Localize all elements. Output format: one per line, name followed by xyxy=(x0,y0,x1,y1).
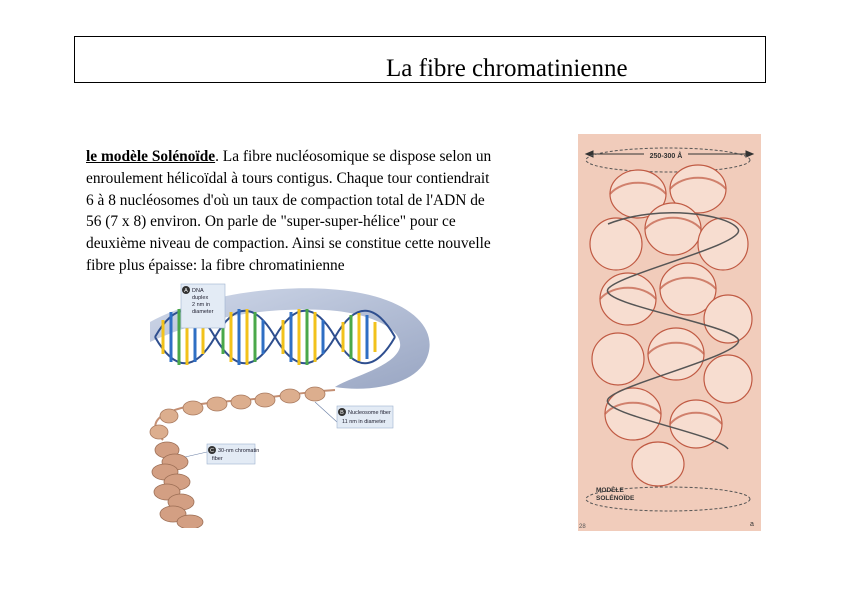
label-b-line-2: 11 nm in diameter xyxy=(342,419,386,425)
solenoid-model-figure xyxy=(578,134,761,531)
label-c-badge: C xyxy=(210,448,214,454)
dimension-label: 250-300 Å xyxy=(649,153,683,160)
paragraph-line-2: enroulement hélicoïdal à tours contigus. Chaque tour contiendrait xyxy=(86,169,490,187)
caption-line-2: SOLÉNOÏDE xyxy=(596,495,635,502)
label-b-nucleosome-fiber xyxy=(337,406,393,428)
label-c-line-1: 30-nm chromatin xyxy=(218,448,260,454)
label-a-line-2: duplex xyxy=(192,295,209,301)
page-title: La fibre chromatinienne xyxy=(386,55,628,82)
caption-line-1: MODÈLE xyxy=(596,487,624,494)
label-a-line-1: DNA xyxy=(192,288,204,294)
label-c-line-2: fiber xyxy=(212,456,223,462)
label-b-badge: B xyxy=(340,410,344,416)
corner-number: 28 xyxy=(579,524,586,530)
label-a-badge: A xyxy=(184,288,188,294)
label-c-chromatin-fiber xyxy=(207,444,259,464)
label-b-line-1: Nucleosome fiber xyxy=(348,410,391,416)
corner-letter: a xyxy=(750,521,754,528)
paragraph-line-4: 56 (7 x 8) environ. On parle de "super-super-hélice" pour ce xyxy=(86,213,456,231)
paragraph-line-1: . La fibre nucléosomique se dispose selon un xyxy=(215,148,492,165)
paragraph-line-6: fibre plus épaisse: la fibre chromatinienne xyxy=(86,256,345,274)
paragraph-line-3: 6 à 8 nucléosomes d'où un taux de compaction total de l'ADN de xyxy=(86,191,485,209)
nucleosome-beads xyxy=(150,387,325,439)
label-a-dna-duplex xyxy=(181,284,225,328)
paragraph-bold-lead: le modèle Solénoïde xyxy=(86,148,216,165)
label-a-line-4: diameter xyxy=(192,309,214,315)
description-paragraph xyxy=(86,146,566,277)
title-box xyxy=(74,36,766,83)
dna-compaction-figure xyxy=(145,282,441,528)
label-a-line-3: 2 nm in xyxy=(192,302,211,308)
paragraph-line-5: deuxième niveau de compaction. Ainsi se constitue cette nouvelle xyxy=(86,235,491,253)
